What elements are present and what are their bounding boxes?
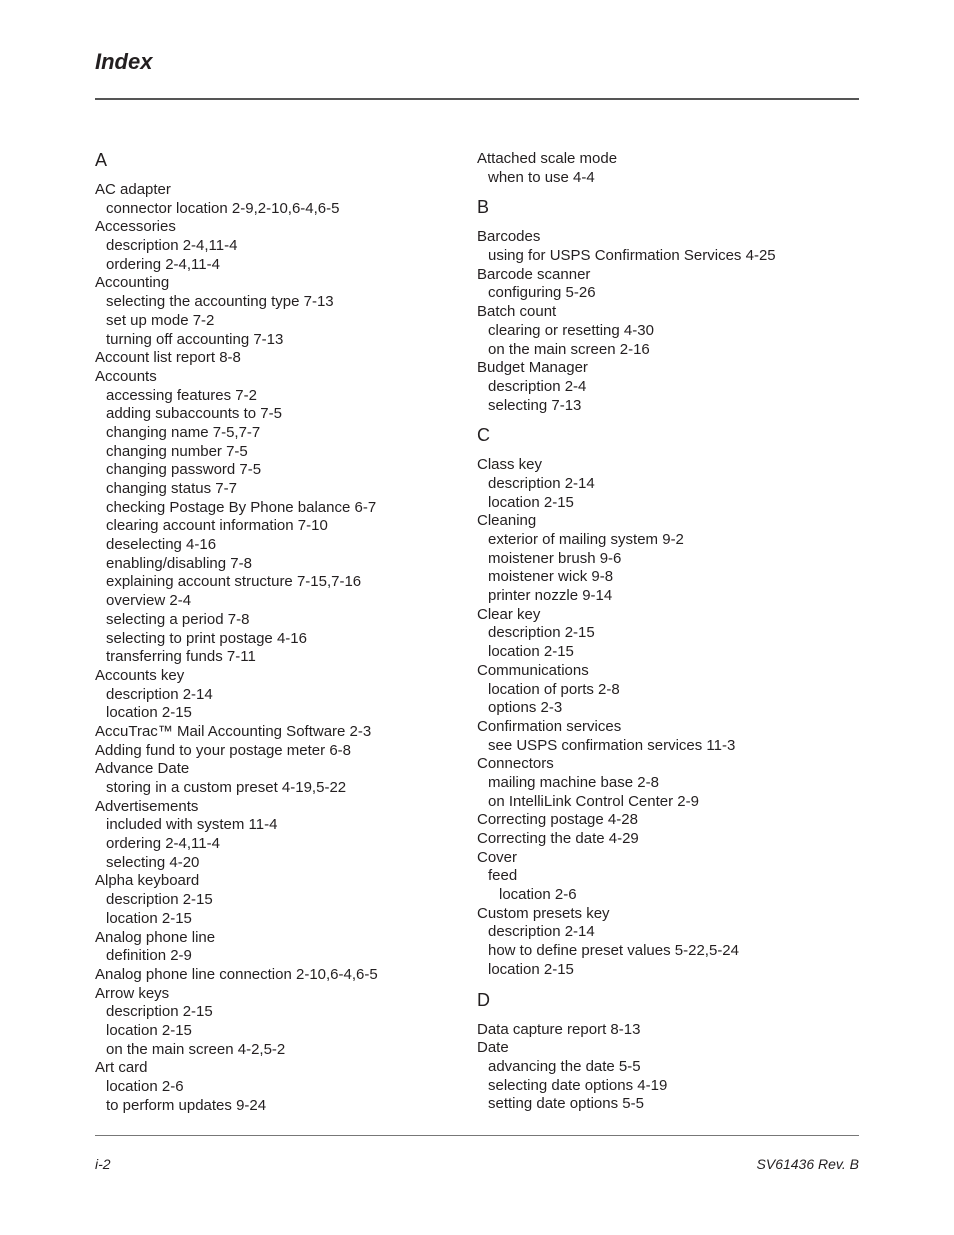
index-subentry: description 2-15 (488, 624, 595, 642)
index-section-letter: A (95, 150, 108, 170)
index-entry: Art card (95, 1059, 148, 1077)
index-subentry: checking Postage By Phone balance 6-7 (106, 498, 377, 516)
index-entry: Barcodes (477, 228, 541, 246)
index-subentry: location 2-6 (499, 886, 577, 904)
index-subentry: explaining account structure 7-15,7-16 (106, 573, 362, 591)
index-subentry: exterior of mailing system 9-2 (488, 531, 684, 548)
index-subentry: options 2-3 (488, 699, 563, 717)
index-subentry: location 2-15 (106, 704, 192, 722)
index-entry: Clear key (477, 605, 541, 623)
index-subentry: selecting 4-20 (106, 853, 200, 871)
index-entry: Custom presets key (477, 904, 610, 922)
index-subentry: adding subaccounts to 7-5 (106, 405, 282, 423)
index-entry: Class key (477, 456, 543, 474)
index-subentry: transferring funds 7-11 (106, 648, 256, 666)
index-section-letter: B (477, 197, 490, 218)
index-subentry: clearing or resetting 4-30 (488, 321, 654, 339)
document-id: SV61436 Rev. B (756, 1156, 859, 1172)
index-subentry: selecting date options 4-19 (488, 1076, 668, 1094)
header-rule (95, 98, 859, 100)
index-entry: Data capture report 8-13 (477, 1020, 641, 1038)
index-subentry: on IntelliLink Control Center 2-9 (488, 792, 699, 810)
index-entry: Accounts (95, 367, 157, 385)
index-subentry: when to use 4-4 (488, 168, 595, 186)
index-subentry: set up mode 7-2 (106, 311, 215, 329)
index-subentry: to perform updates 9-24 (106, 1096, 267, 1114)
index-subentry: description 2-14 (488, 474, 595, 492)
index-subentry: definition 2-9 (106, 947, 192, 965)
index-subentry: location 2-15 (106, 909, 192, 927)
index-subentry: description 2-14 (106, 685, 213, 703)
index-subentry: selecting to print postage 4-16 (106, 629, 307, 647)
index-entry: AC adapter (95, 181, 171, 198)
index-subentry: ordering 2-4,11-4 (106, 835, 220, 853)
index-subentry: description 2-4,11-4 (106, 237, 238, 255)
index-column-right (477, 150, 847, 1114)
index-subentry: accessing features 7-2 (106, 386, 257, 404)
index-subentry: changing status 7-7 (106, 480, 237, 497)
index-subentry: connector location 2-9,2-10,6-4,6-5 (106, 199, 340, 217)
index-subentry: ordering 2-4,11-4 (106, 255, 220, 273)
index-subentry: location of ports 2-8 (488, 680, 620, 698)
index-entry: Account list report 8-8 (95, 349, 241, 367)
index-entry: Analog phone line connection 2-10,6-4,6-5 (95, 965, 378, 983)
index-subentry: description 2-15 (106, 891, 213, 909)
index-subentry: selecting 7-13 (488, 396, 582, 414)
index-subentry: location 2-15 (488, 960, 574, 978)
index-subentry: location 2-15 (106, 1021, 192, 1039)
index-subentry: on the main screen 2-16 (488, 340, 650, 358)
index-entry: Budget Manager (477, 359, 588, 377)
index-subentry: changing name 7-5,7-7 (106, 423, 261, 441)
index-subentry: included with system 11-4 (106, 816, 278, 834)
index-subentry: mailing machine base 2-8 (488, 773, 659, 791)
page-number: i-2 (95, 1156, 111, 1172)
index-entry: Date (477, 1039, 509, 1057)
index-subentry: selecting a period 7-8 (106, 610, 250, 628)
index-subentry: setting date options 5-5 (488, 1095, 644, 1113)
index-column-left (95, 150, 465, 1115)
index-entry: Analog phone line (95, 928, 216, 946)
page-title: Index (95, 49, 153, 74)
index-subentry: using for USPS Confirmation Services 4-25 (488, 247, 776, 265)
index-subentry: selecting the accounting type 7-13 (106, 293, 334, 311)
index-subentry: storing in a custom preset 4-19,5-22 (106, 779, 347, 796)
index-subentry: deselecting 4-16 (106, 536, 217, 554)
index-subentry: advancing the date 5-5 (488, 1057, 641, 1075)
index-entry: Arrow keys (95, 984, 170, 1002)
index-subentry: moistener wick 9-8 (488, 568, 614, 586)
index-entry: Communications (477, 661, 589, 679)
index-subentry: configuring 5-26 (488, 284, 596, 302)
index-entry: Confirmation services (477, 717, 622, 735)
index-entry: Adding fund to your postage meter 6-8 (95, 741, 351, 759)
index-subentry: location 2-15 (488, 643, 574, 661)
index-subentry: see USPS confirmation services 11-3 (488, 736, 736, 754)
index-subentry: changing number 7-5 (106, 442, 248, 460)
index-subentry: printer nozzle 9-14 (488, 587, 613, 605)
index-subentry: changing password 7-5 (106, 461, 262, 479)
index-entry: Advance Date (95, 760, 190, 778)
index-subentry: description 2-15 (106, 1003, 213, 1021)
index-entry: AccuTrac™ Mail Accounting Software 2-3 (95, 722, 372, 740)
index-subentry: moistener brush 9-6 (488, 549, 622, 567)
index-subentry: on the main screen 4-2,5-2 (106, 1040, 286, 1058)
index-subentry: location 2-15 (488, 493, 574, 511)
index-entry: Accounting (95, 274, 170, 292)
index-entry: Correcting postage 4-28 (477, 811, 638, 829)
index-entry: Connectors (477, 755, 554, 773)
index-entry: Cover (477, 848, 518, 866)
footer-rule (95, 1135, 859, 1136)
index-entry: Advertisements (95, 797, 199, 815)
index-subentry: feed (488, 867, 518, 885)
index-subentry: location 2-6 (106, 1078, 184, 1095)
index-subentry: description 2-14 (488, 923, 595, 941)
index-entry: Accessories (95, 218, 176, 236)
index-entry: Barcode scanner (477, 265, 591, 283)
index-entry: Correcting the date 4-29 (477, 830, 639, 847)
index-entry: Cleaning (477, 512, 537, 530)
index-subentry: turning off accounting 7-13 (106, 330, 284, 348)
index-section-letter: C (477, 425, 490, 446)
index-subentry: enabling/disabling 7-8 (106, 554, 252, 572)
index-entry: Attached scale mode (477, 150, 618, 167)
index-subentry: description 2-4 (488, 377, 587, 395)
index-subentry: clearing account information 7-10 (106, 517, 328, 535)
index-subentry: how to define preset values 5-22,5-24 (488, 942, 739, 960)
index-entry: Alpha keyboard (95, 872, 200, 890)
index-entry: Batch count (477, 303, 557, 321)
index-section-letter: D (477, 989, 490, 1010)
index-subentry: overview 2-4 (106, 592, 192, 610)
index-entry: Accounts key (95, 666, 185, 684)
